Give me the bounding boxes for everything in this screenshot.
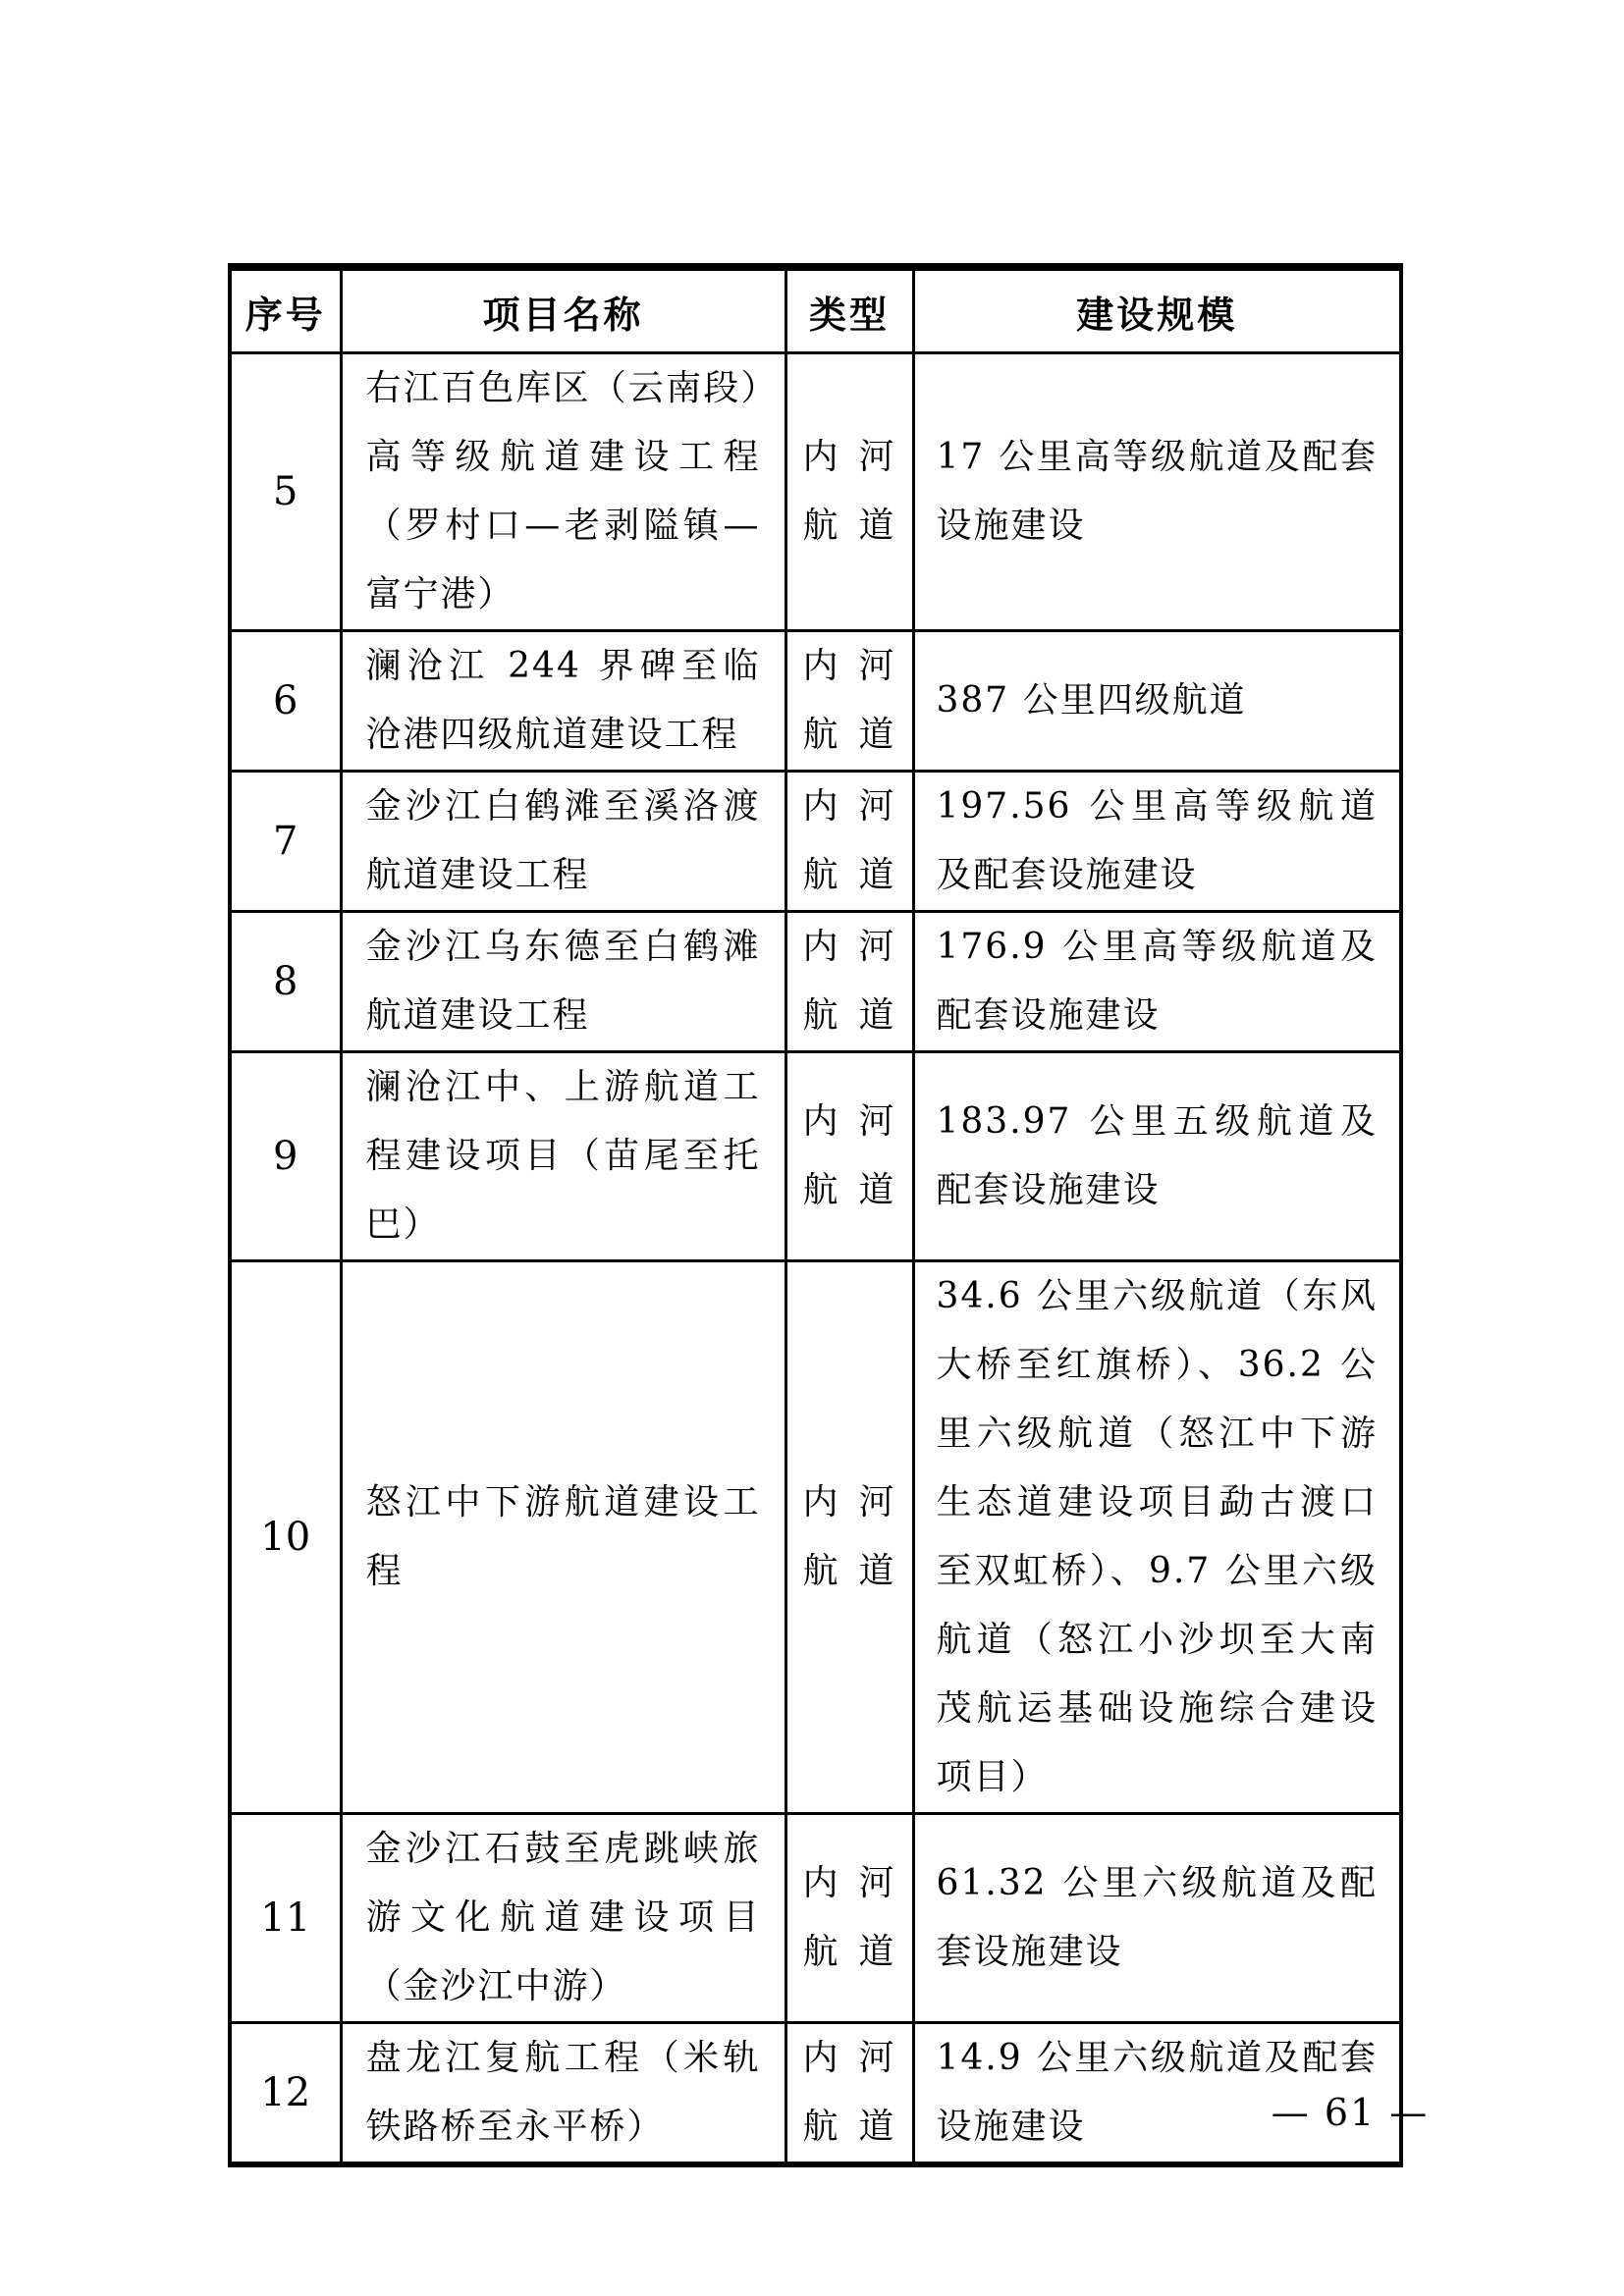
type-cell: 内河航道	[785, 1052, 913, 1261]
type-cell: 内河航道	[785, 772, 913, 912]
seq-no-cell: 6	[230, 631, 341, 772]
seq-no-cell: 12	[230, 2023, 341, 2165]
seq-no-cell: 5	[230, 353, 341, 631]
seq-no-cell: 8	[230, 912, 341, 1052]
project-name-cell: 澜沧江 244 界碑至临沧港四级航道建设工程	[341, 631, 785, 772]
table-row	[230, 1052, 1401, 1261]
seq-no-cell: 11	[230, 1814, 341, 2023]
type-cell: 内河航道	[785, 631, 913, 772]
table-row	[230, 912, 1401, 1052]
type-cell: 内河航道	[785, 1261, 913, 1814]
scale-cell: 61.32 公里六级航道及配套设施建设	[913, 1814, 1401, 2023]
table-header-row	[230, 267, 1401, 353]
scale-cell: 176.9 公里高等级航道及配套设施建设	[913, 912, 1401, 1052]
project-name-cell: 澜沧江中、上游航道工程建设项目（苗尾至托巴）	[341, 1052, 785, 1261]
project-name-cell: 金沙江石鼓至虎跳峡旅游文化航道建设项目（金沙江中游）	[341, 1814, 785, 2023]
scale-cell: 197.56 公里高等级航道及配套设施建设	[913, 772, 1401, 912]
scale-cell: 34.6 公里六级航道（东风大桥至红旗桥）、36.2 公里六级航道（怒江中下游生态道建设项目勐古渡口至双虹桥）、9.7 公里六级航道（怒江小沙坝至大南茂航运基础设施综合建设项目）	[913, 1261, 1401, 1814]
seq-no-cell: 7	[230, 772, 341, 912]
type-cell: 内河航道	[785, 353, 913, 631]
header-project-name: 项目名称	[341, 267, 785, 353]
scale-cell: 17 公里高等级航道及配套设施建设	[913, 353, 1401, 631]
project-name-cell: 盘龙江复航工程（米轨铁路桥至永平桥）	[341, 2023, 785, 2165]
table-row	[230, 1814, 1401, 2023]
table-row	[230, 1261, 1401, 1814]
project-name-cell: 右江百色库区（云南段）高等级航道建设工程（罗村口—老剥隘镇—富宁港）	[341, 353, 785, 631]
table-row	[230, 772, 1401, 912]
scale-cell: 387 公里四级航道	[913, 631, 1401, 772]
seq-no-cell: 10	[230, 1261, 341, 1814]
project-name-cell: 金沙江乌东德至白鹤滩航道建设工程	[341, 912, 785, 1052]
table-row	[230, 2023, 1401, 2165]
type-cell: 内河航道	[785, 2023, 913, 2165]
seq-no-cell: 9	[230, 1052, 341, 1261]
table-row	[230, 631, 1401, 772]
project-name-cell: 怒江中下游航道建设工程	[341, 1261, 785, 1814]
scale-cell: 183.97 公里五级航道及配套设施建设	[913, 1052, 1401, 1261]
header-scale: 建设规模	[913, 267, 1401, 353]
table-row	[230, 353, 1401, 631]
header-seq-no: 序号	[230, 267, 341, 353]
page-number: — 61 —	[1271, 2091, 1430, 2134]
header-type: 类型	[785, 267, 913, 353]
projects-table	[228, 263, 1403, 2167]
type-cell: 内河航道	[785, 1814, 913, 2023]
scale-cell: 14.9 公里六级航道及配套设施建设	[913, 2023, 1401, 2165]
type-cell: 内河航道	[785, 912, 913, 1052]
project-name-cell: 金沙江白鹤滩至溪洛渡航道建设工程	[341, 772, 785, 912]
